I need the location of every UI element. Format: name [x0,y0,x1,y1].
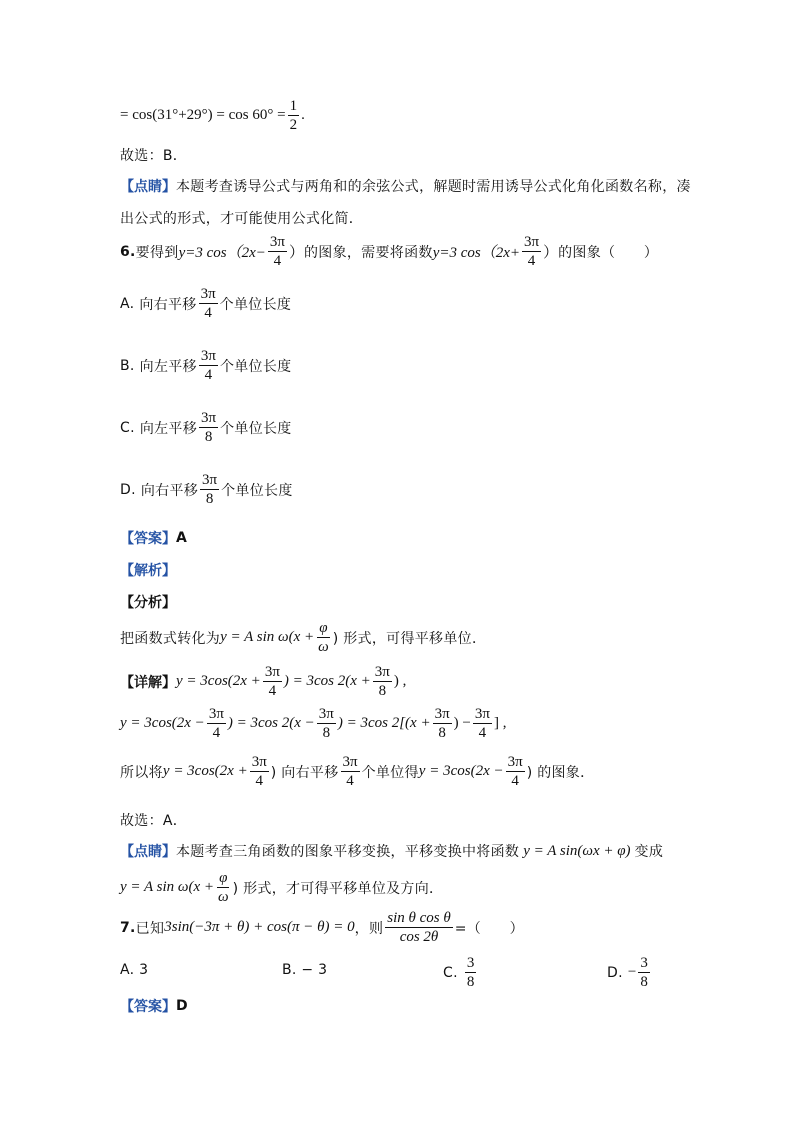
option-d[interactable]: D. 向右平移 $\frac{3\pi}{8}$ 个单位长度 [120,472,293,507]
detail-line-3: 所以将 y = 3cos(2x + $\frac{3\pi}{4}$ ) 向右平移 $\frac{3\pi}{4}$ 个单位得 y = 3cos(2x − $\frac{3\pi}{4}$ ) 的图象． [120,754,595,789]
option-c[interactable]: C. 向左平移 $\frac{3\pi}{8}$ 个单位长度 [120,410,292,445]
fraction-3pi-4: $\frac{3\pi}{4}$ [524,234,540,269]
option-fraction: $\frac{3\pi}{8}$ [201,410,217,445]
answer-7: 【答案】 D [120,998,188,1015]
note-line-1: 【点睛】 本题考查诱导公式与两角和的余弦公式，解题时需用诱导公式化角化函数名称，凑 [120,176,691,196]
q7-option-c[interactable]: C. $\frac{3}{8}$ [443,955,475,990]
fraction-3-8: $\frac{3}{8}$ [466,955,475,990]
fenxi-tag: 【分析】 [120,595,176,611]
option-fraction: $\frac{3\pi}{8}$ [202,472,218,507]
eq-left: = cos(31°+29°) = cos 60° = [120,107,286,123]
q7-option-a[interactable]: A. 3 [120,962,149,978]
choose-a: 故选：A． [120,813,188,829]
fraction-phi-omega: $\frac{\varphi}{\omega}$ [318,620,329,655]
detail-line-2: y = 3cos(2x − $\frac{3\pi}{4}$ ) = 3cos 2(x − $\frac{3\pi}{8}$ ) = 3cos 2[(x + $\frac{3\pi}{8}$ ) − $\frac{3\pi}{4}$ ] , [120,706,507,741]
question-7: 7. 已知 3sin(−3π + θ) + cos(π − θ) = 0 ，则 $\frac{\text{sin θ cos θ}}{\cos 2\theta}$ =（ ） [120,910,524,945]
note-6-line-2: y = A sin ω(x + $\frac{\varphi}{\omega}$ ) 形式，才可得平移单位及方向． [120,870,444,905]
q7-option-d[interactable]: D. − $\frac{3}{8}$ [607,955,648,990]
jiexi-tag: 【解析】 [120,563,176,579]
option-fraction: $\frac{3\pi}{4}$ [200,348,216,383]
option-fraction: $\frac{3\pi}{4}$ [200,286,216,321]
note-6-line-1: 【点睛】 本题考查三角函数的图象平移变换，平移变换中将函数 y = A sin(ωx + φ) 变成 [120,842,664,860]
note-tag: 【点睛】 [120,179,176,195]
fraction: $\frac{3\pi}{8}$ [434,706,450,741]
option-a[interactable]: A. 向右平移 $\frac{3\pi}{4}$ 个单位长度 [120,286,292,321]
choose-b: 故选：B． [120,148,188,164]
fraction: $\frac{3\pi}{4}$ [507,754,523,789]
fraction: $\frac{3\pi}{8}$ [318,706,334,741]
fraction: $\frac{3\pi}{4}$ [208,706,224,741]
analysis-line: 把函数式转化为 y = A sin ω(x + $\frac{\varphi}{\omega}$ ) 形式，可得平移单位． [120,620,487,655]
detail-line-1: 【详解】 y = 3cos(2x + $\frac{3\pi}{4}$ ) = 3cos 2(x + $\frac{3\pi}{8}$ ) , [120,664,407,699]
question-6: 6. 要得到 y=3 cos（2x− $\frac{3\pi}{4}$ ） 的图象，需要将函数 y=3 cos（2x+ $\frac{3\pi}{4}$ ） 的图象（ ） [120,234,659,269]
q7-option-b[interactable]: B. − 3 [282,962,328,978]
fraction-half: $\frac{1}{2}$ [289,98,298,133]
fraction: $\frac{3\pi}{4}$ [264,664,280,699]
fraction: $\frac{3\pi}{4}$ [251,754,267,789]
option-b[interactable]: B. 向左平移 $\frac{3\pi}{4}$ 个单位长度 [120,348,292,383]
fraction-3pi-4: $\frac{3\pi}{4}$ [269,234,285,269]
fraction: $\frac{3\pi}{4}$ [342,754,358,789]
fraction-3-8: $\frac{3}{8}$ [640,955,648,990]
fraction-phi-omega: $\frac{\varphi}{\omega}$ [218,870,229,905]
fraction: $\frac{3\pi}{8}$ [374,664,390,699]
fraction-sin-cos: $\frac{\text{sin θ cos θ}}{\cos 2\theta}$ [387,910,451,945]
note-line-2: 出公式的形式，才可能使用公式化简． [120,211,364,227]
fraction: $\frac{3\pi}{4}$ [474,706,490,741]
answer-6: 【答案】 A [120,530,188,547]
top-equation: = cos(31°+29°) = cos 60° = $\frac{1}{2}$ . [120,98,305,133]
